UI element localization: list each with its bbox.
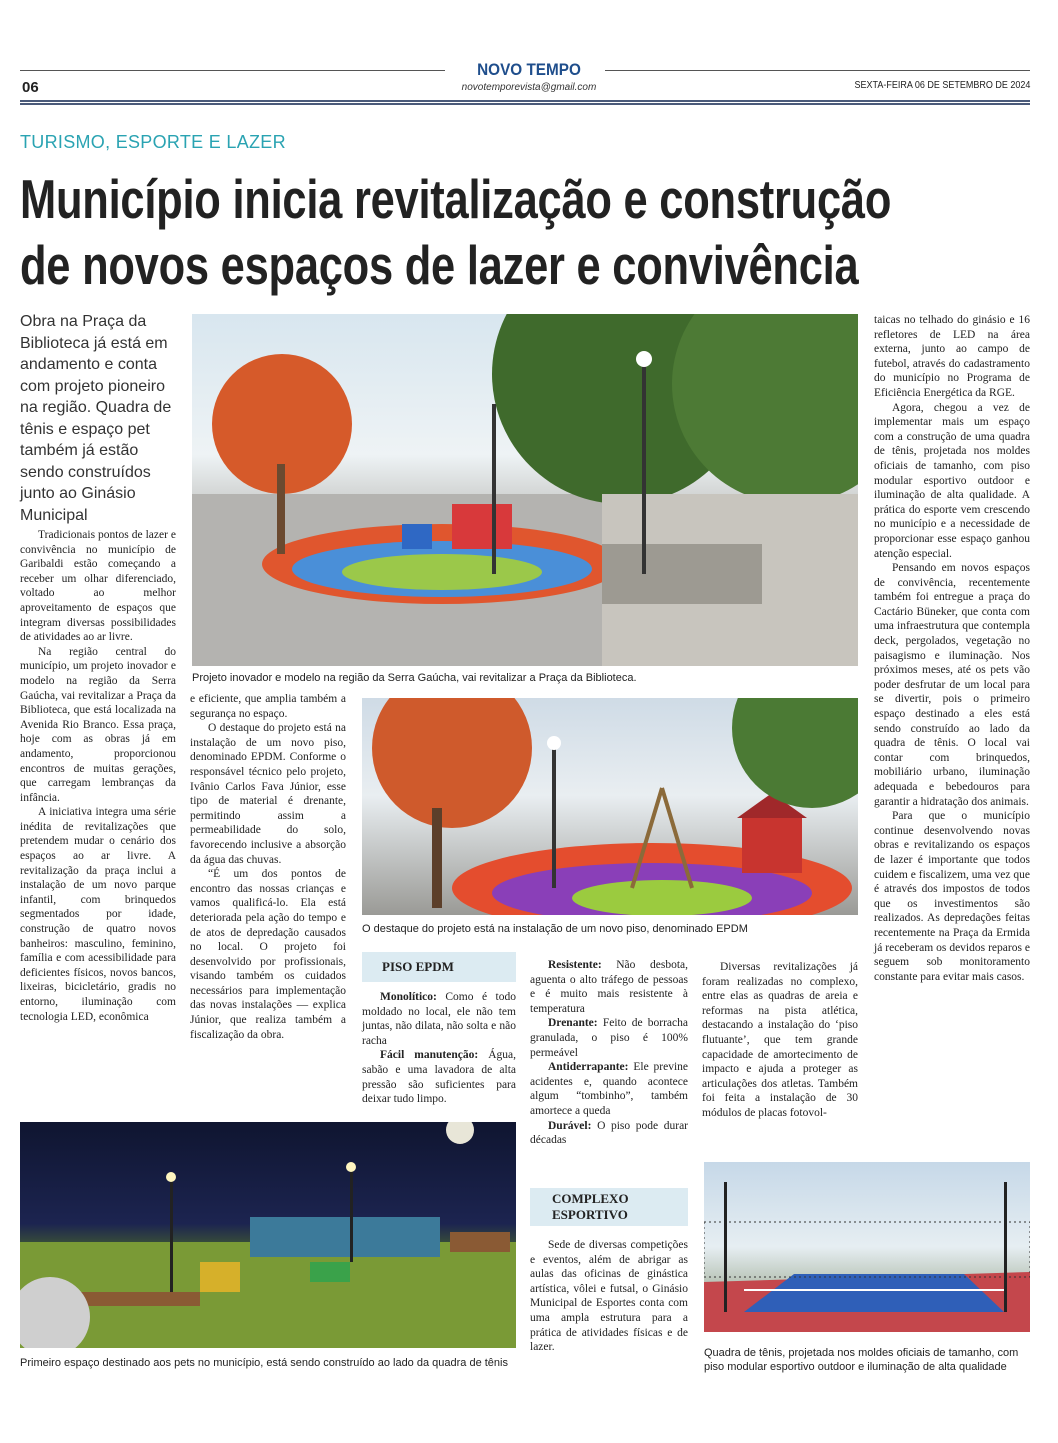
article-column-5 bbox=[702, 960, 858, 1121]
piso-item-monolitico bbox=[362, 990, 516, 1048]
headline-line-2: de novos espaços de lazer e convivência bbox=[20, 234, 859, 296]
playground-render-illustration bbox=[362, 698, 858, 915]
piso-item-antiderrapante bbox=[530, 1060, 688, 1118]
page-number: 06 bbox=[22, 79, 39, 96]
piso-item-term: Fácil manutenção: bbox=[380, 1049, 479, 1062]
paragraph: Agora, chegou a vez de implementar mais um espaço com a construção de uma quadra de tênis, projetada nos moldes oficiais de tamanho, com piso modular esportivo outdoor e iluminação de alta qualidade. A prática do esporte vem crescendo no município e a necessidade de proporcionar esse espaço ganhou atenção especial. bbox=[874, 401, 1030, 560]
piso-item-text: Como é todo moldado no local, ele não tem juntas, não dilata, não solta e não racha bbox=[362, 991, 517, 1047]
paragraph: Sede de diversas competições e eventos, além de abrigar as aulas das oficinas de ginástica artística, vôlei e futsal, o Ginásio Municipal de Esportes conta com uma ampla estrutura para a prática de atividades físicas e de lazer. bbox=[530, 1239, 688, 1354]
pet-park-night-render-illustration bbox=[20, 1122, 516, 1348]
paragraph: Para que o município continue desenvolvendo novas obras e revitalizando os espaços de lazer é importante que todos cuidem e fiscalizem, uma vez que é através dos impostos de todos que os investimentos são realizados. As depredações feitas recentemente na Praça da Ermida já receberam os devidos reparos e seguem sob monitoramento constante para evitar mais casos. bbox=[874, 810, 1030, 983]
piso-item-drenante bbox=[530, 1016, 688, 1060]
piso-epdm-box-title: PISO EPDM bbox=[362, 952, 516, 982]
photo-piso-epdm bbox=[362, 698, 858, 915]
piso-item-term: Durável: bbox=[548, 1119, 592, 1132]
complexo-box-title: COMPLEXO ESPORTIVO bbox=[530, 1188, 688, 1226]
paragraph: taicas no telhado do ginásio e 16 refletores de LED na área externa, junto ao campo de futebol, através do cadastramento do município no Programa de Eficiência Energética da RGE. bbox=[874, 314, 1030, 399]
piso-item-text: O piso pode durar décadas bbox=[530, 1119, 689, 1147]
complexo-box-text bbox=[530, 1238, 688, 1355]
paragraph: Pensando em novos espaços de convivência, recentemente também foi entregue a praça do Cactário Büneker, que conta com uma infraestrutura que contempla deck, pergolados, vegetação no paisagismo e iluminação. Nos próximos meses, até os pets vão poder desfrutar de um local para se divertir, pois o primeiro espaço destinado a eles está sendo construído ao lado da quadra de tênis. O local vai contar com brinquedos, mobiliário urbano, iluminação adequada e bebedouros para garantir a hidratação dos animais. bbox=[874, 562, 1030, 808]
piso-epdm-list-part-2 bbox=[530, 958, 688, 1148]
headline bbox=[20, 166, 1000, 298]
paragraph: Diversas revitalizações já foram realizadas no complexo, entre elas as quadras de areia e reformas na pista atlética, destacando a instalação do ‘piso flutuante’, que tem grande capacidade de amortecimento de impacto e ajuda a proteger as articulações dos atletas. Também foi feita a instalação de 30 módulos de placas fotovol- bbox=[702, 961, 858, 1119]
photo4-caption: Quadra de tênis, projetada nos moldes oficiais de tamanho, com piso modular esportivo outdoor e iluminação de alta qualidade bbox=[704, 1347, 1019, 1373]
headline-line-1: Município inicia revitalização e construção bbox=[20, 168, 892, 230]
piso-item-term: Drenante: bbox=[548, 1017, 598, 1030]
piso-epdm-list-part-1 bbox=[362, 990, 516, 1107]
piso-item-text: Ele previne acidentes e, quando acontece algum “tombinho”, também amortece a queda bbox=[530, 1061, 688, 1117]
photo-espaco-pet bbox=[20, 1122, 516, 1348]
paragraph: “É um dos pontos de encontro das nossas crianças e vamos qualificá-lo. Ela está deteriorada pela ação do tempo e de atos de depredação causados no local. O projeto foi desenvolvido por profissionais, visando também os cuidados necessários para implementação das novas instalações — explica Júnior, que realiza também a fiscalização da obra. bbox=[190, 868, 346, 1041]
article-column-1 bbox=[20, 528, 176, 1024]
paragraph: e eficiente, que amplia também a segurança no espaço. bbox=[190, 693, 346, 720]
paragraph: Tradicionais pontos de lazer e convivência no município de Garibaldi estão começando a receber um olhar diferenciado, voltado ao melhor aproveitamento de espaços que integram diversas possibilidades de atividades ao ar livre. bbox=[20, 529, 176, 644]
article-column-2 bbox=[190, 692, 346, 1042]
piso-item-text: Feito de borracha granulada, o piso é 100% permeável bbox=[530, 1017, 688, 1059]
paragraph: Na região central do município, um projeto inovador e modelo na região da Serra Gaúcha, vai revitalizar a Praça da Biblioteca, que está localizada na Avenida Rio Branco. Essa praça, hoje com as obras já em andamento, proporcionou encontros de muitas gerações, que carregam lembranças da infância. bbox=[20, 645, 176, 804]
photo3-caption: Primeiro espaço destinado aos pets no município, está sendo construído ao lado da quadra de tênis bbox=[20, 1357, 508, 1369]
piso-item-term: Antiderrapante: bbox=[548, 1061, 629, 1074]
masthead-email: novotemporevista@gmail.com bbox=[461, 82, 597, 93]
masthead-brand: NOVO TEMPO bbox=[477, 60, 581, 79]
piso-item-resistente bbox=[530, 958, 688, 1016]
paragraph: A iniciativa integra uma série inédita de revitalizações que pretendem mudar o cenário dos espaços ao ar livre. A revitalização da praça inclui a instalação de um novo parque infantil, com brinquedos segmentados por idade, construção de quatro novos banheiros: masculino, feminino, família e com acessibilidade para deficientes físicos, novos bancos, lixeiras, bicicletário, gradis no entorno, iluminação com tecnologia LED, econômica bbox=[20, 806, 176, 1023]
piso-item-facil-manutencao bbox=[362, 1048, 516, 1106]
piso-item-text: Não desbota, aguenta o alto tráfego de pessoas e é muito mais resistente à temperatura bbox=[530, 959, 688, 1015]
piso-item-term: Monolítico: bbox=[380, 991, 437, 1003]
photo2-caption: O destaque do projeto está na instalação de um novo piso, denominado EPDM bbox=[362, 923, 748, 935]
photo-quadra-tenis bbox=[704, 1162, 1030, 1332]
section-kicker: TURISMO, ESPORTE E LAZER bbox=[20, 132, 286, 152]
photo-praca-biblioteca bbox=[192, 314, 858, 666]
piso-item-term: Resistente: bbox=[548, 959, 602, 971]
article-column-6 bbox=[874, 313, 1030, 984]
paragraph: O destaque do projeto está na instalação de um novo piso, denominado EPDM. Conforme o responsável técnico pelo projeto, Ivânio Carlos Fava Júnior, esse tipo de material é drenante, permitindo assim a permeabilidade do solo, favorecendo inclusive a absorção da água das chuvas. bbox=[190, 722, 346, 866]
park-render-illustration bbox=[192, 314, 858, 666]
issue-date: SEXTA-FEIRA 06 DE SETEMBRO DE 2024 bbox=[854, 80, 1030, 91]
piso-item-duravel bbox=[530, 1119, 688, 1148]
tennis-court-render-illustration bbox=[704, 1162, 1030, 1332]
deck-summary: Obra na Praça da Biblioteca já está em andamento e conta com projeto pioneiro na região. Quadra de tênis e espaço pet também já estão sendo construídos junto ao Ginásio Municipal bbox=[20, 313, 172, 524]
photo1-caption: Projeto inovador e modelo na região da Serra Gaúcha, vai revitalizar a Praça da Biblioteca. bbox=[192, 672, 637, 684]
piso-item-text: Água, sabão e uma lavadora de alta pressão são suficientes para deixar tudo limpo. bbox=[362, 1049, 517, 1106]
masthead-double-rule bbox=[20, 100, 1030, 105]
